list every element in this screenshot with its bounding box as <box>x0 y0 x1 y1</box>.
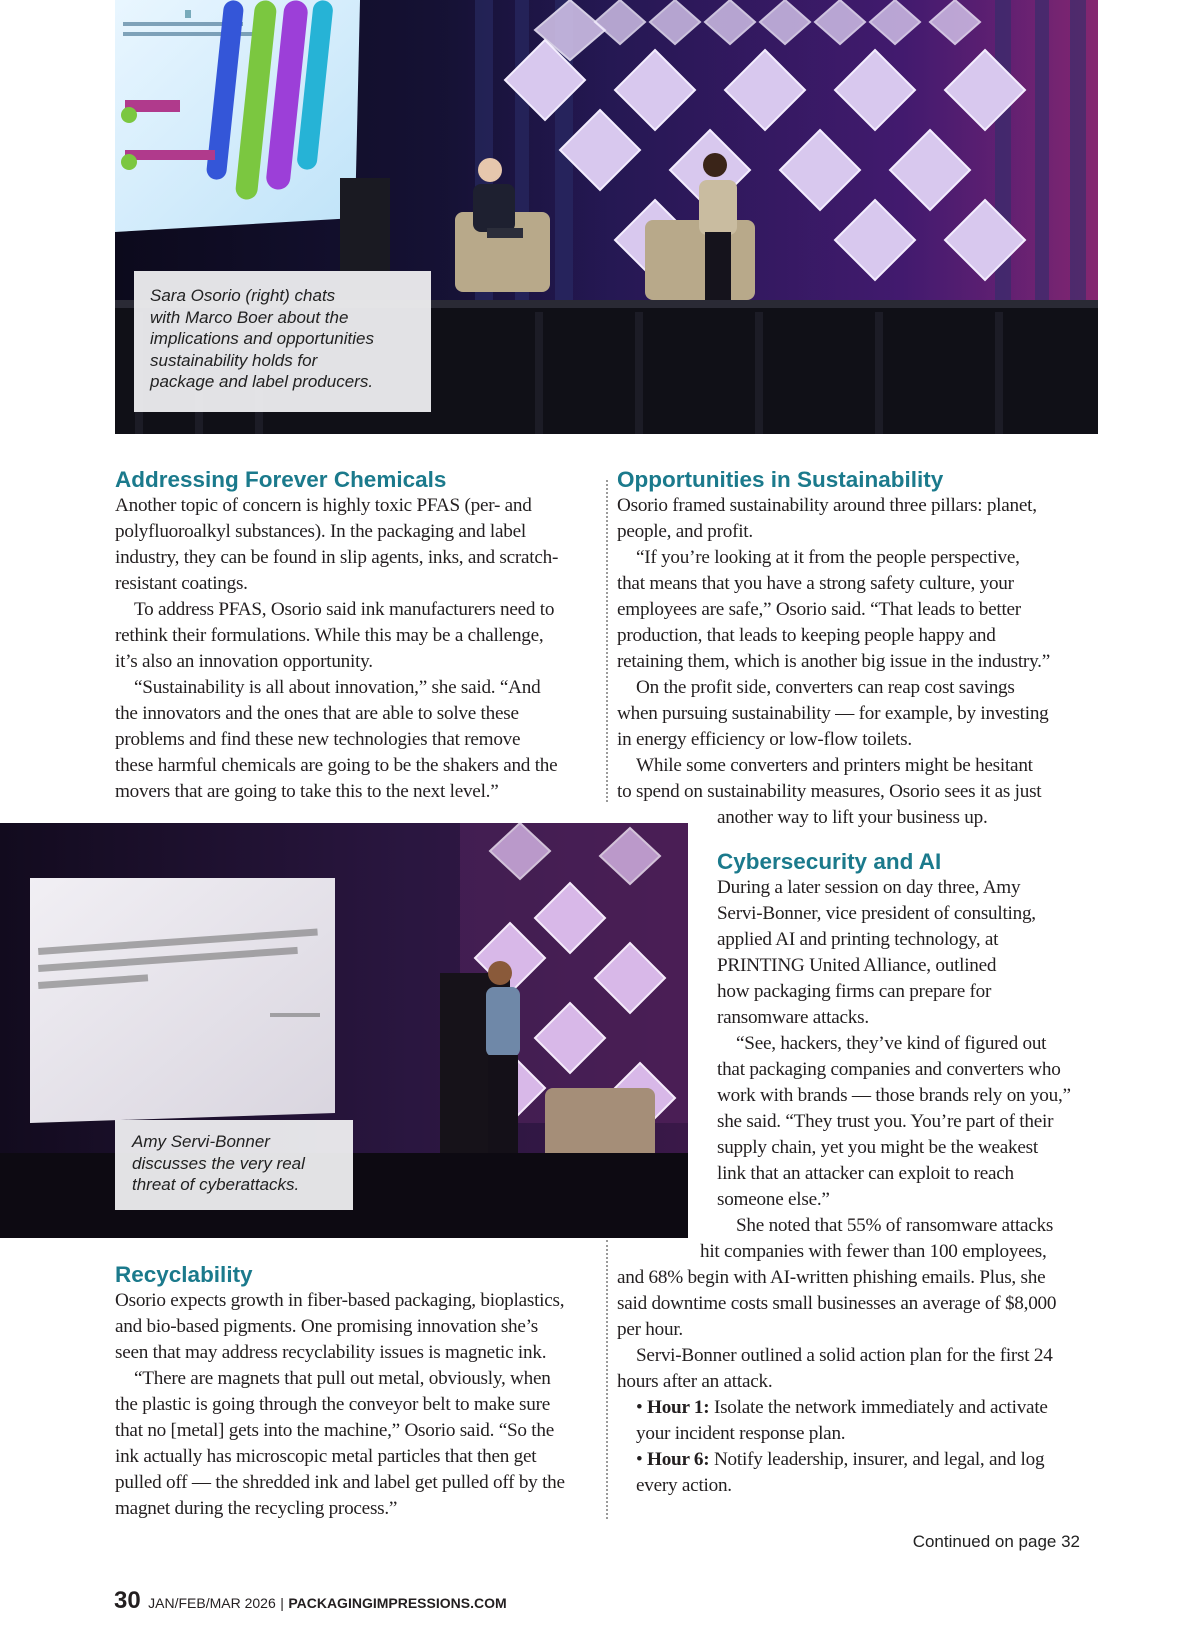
body-line: hit companies with fewer than 100 employees, <box>700 1241 1047 1262</box>
section-heading: Recyclability <box>115 1262 253 1287</box>
body-line: it’s also an innovation opportunity. <box>115 651 373 672</box>
caption-line: implications and opportunities <box>150 329 374 348</box>
body-line: “See, hackers, they’ve kind of figured out <box>736 1033 1047 1054</box>
body-line: per hour. <box>617 1319 683 1340</box>
body-line: movers that are going to take this to the next level.” <box>115 781 499 802</box>
body-line: she said. “They trust you. You’re part of their <box>717 1111 1054 1132</box>
bullet-text: Notify leadership, insurer, and legal, and log <box>709 1449 1045 1470</box>
body-line: that no [metal] gets into the machine,” Osorio said. “So the <box>115 1420 554 1441</box>
body-line: “There are magnets that pull out metal, obviously, when <box>134 1368 551 1389</box>
body-line: industry, they can be found in slip agents, inks, and scratch- <box>115 547 559 568</box>
body-line: During a later session on day three, Amy <box>717 877 1021 898</box>
page-number: 30 <box>114 1587 141 1614</box>
caption-line: Sara Osorio (right) chats <box>150 286 336 305</box>
body-line: Osorio expects growth in fiber-based packaging, bioplastics, <box>115 1290 565 1311</box>
bullet-item: • Hour 6: Notify leadership, insurer, and legal, and log <box>636 1449 1045 1470</box>
body-line: ink actually has microscopic metal particles that then get <box>115 1446 537 1467</box>
bullet-label: Hour 1: <box>647 1397 710 1418</box>
body-line: retaining them, which is another big issue in the industry.” <box>617 651 1050 672</box>
body-line: problems and find these new technologies that remove <box>115 729 521 750</box>
body-line: seen that may address recyclability issues is magnetic ink. <box>115 1342 547 1363</box>
body-line: to spend on sustainability measures, Osorio sees it as just <box>617 781 1042 802</box>
photo-caption-servi-bonner <box>115 1120 353 1210</box>
body-line: employees are safe,” Osorio said. “That leads to better <box>617 599 1021 620</box>
issue-date: JAN/FEB/MAR 2026 <box>148 1595 276 1611</box>
body-line: On the profit side, converters can reap cost savings <box>636 677 1015 698</box>
body-line: She noted that 55% of ransomware attacks <box>736 1215 1054 1236</box>
section-heading: Cybersecurity and AI <box>717 849 942 874</box>
body-line: someone else.” <box>717 1189 830 1210</box>
body-line: Osorio framed sustainability around three pillars: planet, <box>617 495 1037 516</box>
body-line: the innovators and the ones that are able to solve these <box>115 703 519 724</box>
page-footer <box>114 1587 507 1615</box>
body-line: Servi-Bonner outlined a solid action plan for the first 24 <box>636 1345 1053 1366</box>
body-line: supply chain, yet you might be the weakest <box>717 1137 1038 1158</box>
section-opportunities <box>617 467 1097 831</box>
body-line: these harmful chemicals are going to be the shakers and the <box>115 755 558 776</box>
body-line: production, that leads to keeping people happy and <box>617 625 996 646</box>
body-line: While some converters and printers might be hesitant <box>636 755 1033 776</box>
body-line: and bio-based pigments. One promising innovation she’s <box>115 1316 538 1337</box>
body-line: magnet during the recycling process.” <box>115 1498 398 1519</box>
photo-caption-osorio <box>134 271 431 412</box>
caption-line: threat of cyberattacks. <box>132 1175 300 1194</box>
body-line: “Sustainability is all about innovation,” she said. “And <box>134 677 541 698</box>
caption-line: discusses the very real <box>132 1153 305 1173</box>
footer-separator: | <box>280 1595 284 1611</box>
caption-line: with Marco Boer about the <box>150 307 349 327</box>
section-cybersecurity <box>700 849 1097 1265</box>
body-line: Servi-Bonner, vice president of consulting, <box>717 903 1036 924</box>
caption-line: sustainability holds for <box>150 350 318 370</box>
section-heading: Addressing Forever Chemicals <box>115 467 447 492</box>
body-line: To address PFAS, Osorio said ink manufacturers need to <box>134 599 555 620</box>
section-recyclability <box>115 1262 595 1522</box>
bullet-continuation: your incident response plan. <box>636 1423 846 1444</box>
body-line: “If you’re looking at it from the people perspective, <box>636 547 1020 568</box>
body-line: work with brands — those brands rely on you,” <box>717 1085 1071 1106</box>
section-cybersecurity-continued <box>617 1265 1097 1499</box>
body-line: hours after an attack. <box>617 1371 773 1392</box>
body-line: pulled off — the shredded ink and label get pulled off by the <box>115 1472 565 1493</box>
continued-note: Continued on page 32 <box>912 1532 1080 1551</box>
body-line: link that an attacker can exploit to reach <box>717 1163 1014 1184</box>
bullet-label: Hour 6: <box>647 1449 710 1470</box>
caption-line: package and label producers. <box>150 372 374 391</box>
caption-line: Amy Servi-Bonner <box>132 1132 270 1151</box>
body-line: that means that you have a strong safety culture, your <box>617 573 1014 594</box>
bullet-item: • Hour 1: Isolate the network immediately and activate <box>636 1397 1048 1418</box>
body-line: PRINTING United Alliance, outlined <box>717 955 997 976</box>
body-line: how packaging firms can prepare for <box>717 981 992 1002</box>
body-line: and 68% begin with AI-written phishing emails. Plus, she <box>617 1267 1046 1288</box>
body-line: people, and profit. <box>617 521 753 542</box>
column-divider <box>606 480 608 802</box>
body-line: in energy efficiency or low-flow toilets. <box>617 729 912 750</box>
body-line: rethink their formulations. While this may be a challenge, <box>115 625 544 646</box>
body-line: applied AI and printing technology, at <box>717 929 999 950</box>
body-line: polyfluoroalkyl substances). In the packaging and label <box>115 521 526 542</box>
section-forever-chemicals <box>115 467 595 805</box>
bullet-continuation: every action. <box>636 1475 732 1496</box>
body-line: another way to lift your business up. <box>717 807 988 828</box>
body-line: when pursuing sustainability — for example, by investing <box>617 703 1049 724</box>
section-heading: Opportunities in Sustainability <box>617 467 944 492</box>
speaker <box>486 961 520 1165</box>
body-line: resistant coatings. <box>115 573 248 594</box>
website-link[interactable]: PACKAGINGIMPRESSIONS.COM <box>288 1595 507 1611</box>
body-line: Another topic of concern is highly toxic PFAS (per- and <box>115 495 532 516</box>
body-line: said downtime costs small businesses an average of $8,000 <box>617 1293 1057 1314</box>
body-line: that packaging companies and converters who <box>717 1059 1061 1080</box>
body-line: the plastic is going through the conveyor belt to make sure <box>115 1394 550 1415</box>
bullet-text: Isolate the network immediately and activate <box>709 1397 1048 1418</box>
body-line: ransomware attacks. <box>717 1007 869 1028</box>
column-divider <box>606 1240 608 1519</box>
